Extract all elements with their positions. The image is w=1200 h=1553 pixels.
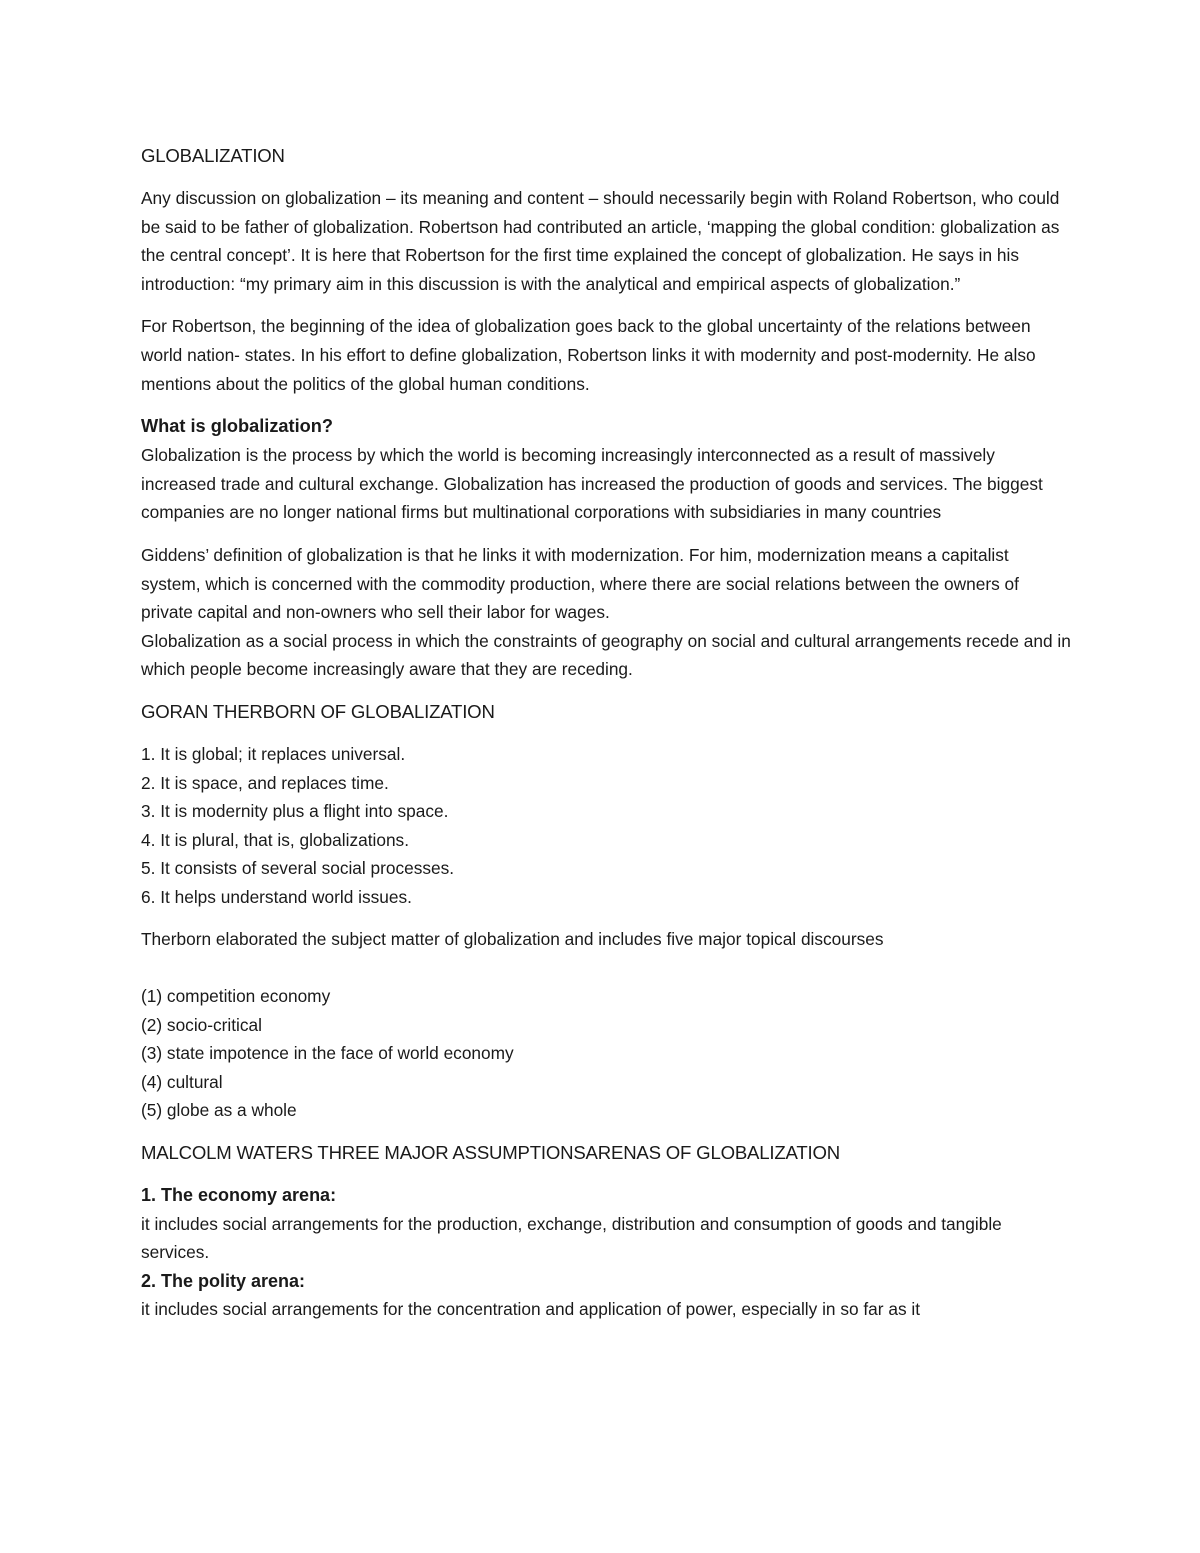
discourses-list [141,982,1071,1125]
list-item: 3. It is modernity plus a flight into space. [141,801,449,822]
intro-paragraph-2: For Robertson, the beginning of the idea of globalization goes back to the global uncertainty of the relations between world nation- states. In his effort to define globalization, Robertson links it with modernity and post-modernity. He also mentions about the politics of the global human conditions. [141,316,1036,394]
polity-arena-title: 2. The polity arena: [141,1270,306,1291]
list-item: 2. It is space, and replaces time. [141,772,389,793]
document-body [141,142,1071,1324]
globalization-process-paragraph: Globalization as a social process in which the constraints of geography on social and cultural arrangements recede and in which people become increasingly aware that they are receding. [141,630,1071,680]
list-item: 5. It consists of several social processes. [141,858,455,879]
economy-arena-text: it includes social arrangements for the production, exchange, distribution and consumption of goods and tangible services. [141,1213,1002,1263]
list-item: (1) competition economy [141,986,331,1007]
spacer [141,954,1071,982]
polity-arena-text: it includes social arrangements for the concentration and application of power, especially in so far as it [141,1299,921,1320]
waters-heading: MALCOLM WATERS THREE MAJOR ASSUMPTIONSARENAS OF GLOBALIZATION [141,1142,840,1164]
list-item: 1. It is global; it replaces universal. [141,743,406,764]
giddens-paragraph: Giddens’ definition of globalization is that he links it with modernization. For him, modernization means a capitalist system, which is concerned with the commodity production, where there are social relations between the owners of private capital and non-owners who sell their labor for wages. [141,544,1019,623]
therborn-elaboration: Therborn elaborated the subject matter of globalization and includes five major topical discourses [141,929,884,950]
list-item: (2) socio-critical [141,1014,262,1035]
list-item: (5) globe as a whole [141,1100,297,1121]
intro-paragraph-1: Any discussion on globalization – its meaning and content – should necessarily begin with Roland Robertson, who could be said to be father of globalization. Robertson had contributed an article, ‘mapping the global condition: globalization as the central concept’. It is here that Robertson for the first time explained the concept of globalization. He says in his introduction: “my primary aim in this discussion is with the analytical and empirical aspects of globalization.” [141,188,1060,294]
therborn-heading: GORAN THERBORN OF GLOBALIZATION [141,700,495,722]
list-item: 4. It is plural, that is, globalizations. [141,829,409,850]
list-item: (3) state impotence in the face of world economy [141,1043,514,1064]
economy-arena-title: 1. The economy arena: [141,1185,337,1206]
what-is-paragraph: Globalization is the process by which the world is becoming increasingly interconnected as a result of massively increased trade and cultural exchange. Globalization has increased the production of goods and services. The biggest companies are no longer national firms but multinational corporations with subsidiaries in many countries [141,445,1043,523]
list-item: (4) cultural [141,1071,223,1092]
what-is-heading: What is globalization? [141,416,333,437]
document-title: GLOBALIZATION [141,145,285,166]
therborn-points-list [141,740,1071,912]
list-item: 6. It helps understand world issues. [141,886,412,907]
